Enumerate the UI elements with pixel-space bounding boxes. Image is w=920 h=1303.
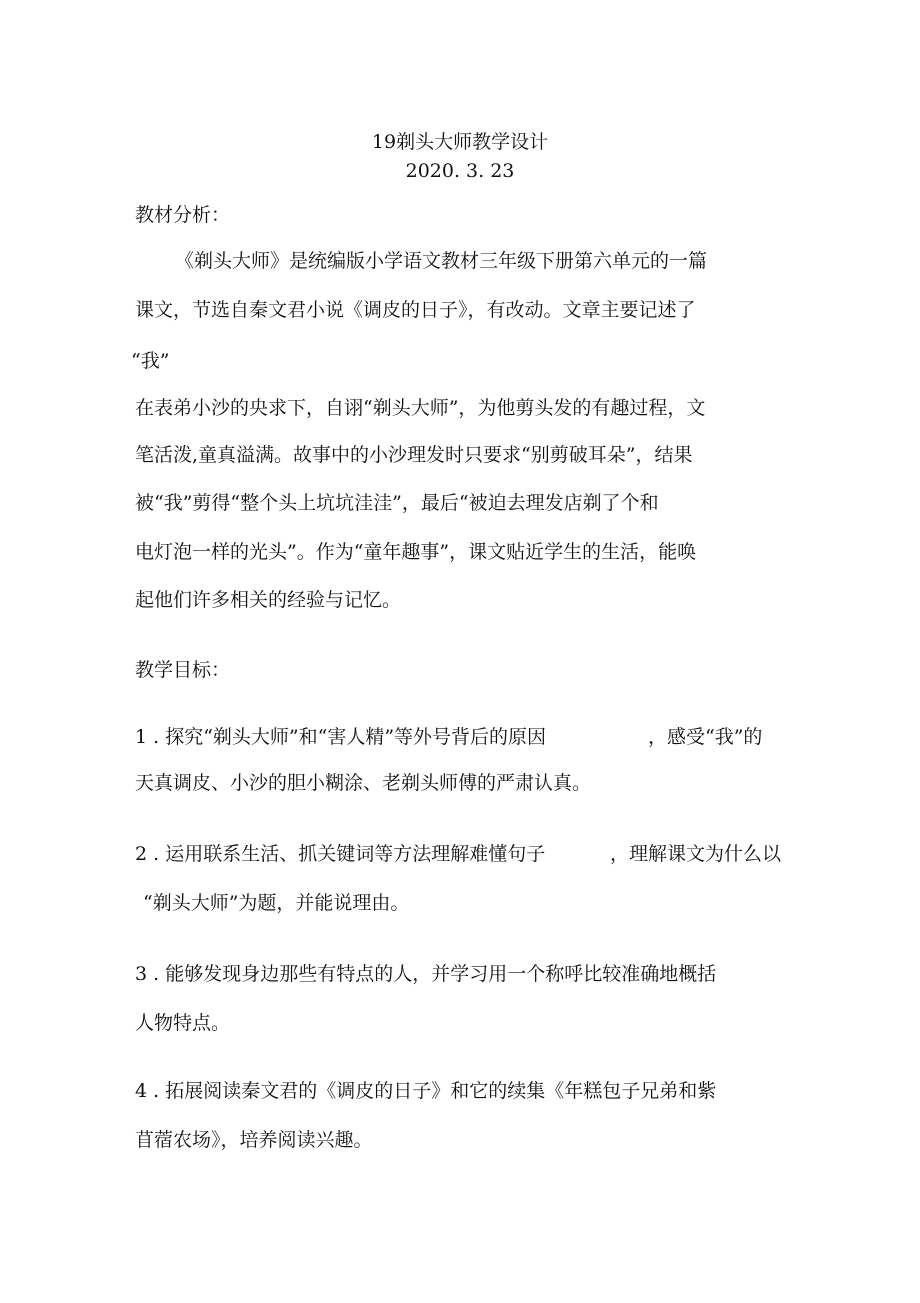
analysis-line: “我” — [131, 350, 170, 372]
goal-line: 天真调皮、小沙的胆小糊涂、老剃头师傅的严肃认真。 — [135, 772, 592, 794]
analysis-line: 在表弟小沙的央求下，自诩“剃头大师”，为他剪头发的有趣过程，文 — [135, 397, 706, 419]
goal-line: 2 . 运用联系生活、抓关键词等方法理解难懂句子 — [135, 843, 546, 865]
goal-line: 3 . 能够发现身边那些有特点的人，并学习用一个称呼比较准确地概括 — [135, 963, 717, 985]
goals-heading: 教学目标： — [135, 659, 231, 681]
analysis-line: 被“我”剪得“整个头上坑坑洼洼”，最后“被迫去理发店剃了个和 — [135, 492, 659, 514]
goal-line: 1 . 探究“剃头大师”和“害人精”等外号背后的原因 — [135, 726, 547, 748]
goal-line: 4 . 拓展阅读秦文君的《调皮的日子》和它的续集《年糕包子兄弟和紫 — [135, 1080, 717, 1102]
analysis-heading: 教材分析： — [135, 204, 231, 226]
goal-line: 人物特点。 — [135, 1012, 231, 1034]
goal-line: ，理解课文为什么以 — [610, 843, 782, 865]
document-date: 2020. 3. 23 — [405, 160, 515, 182]
goal-line: ，感受“我”的 — [648, 726, 763, 748]
goal-line: 苜蓿农场》，培养阅读兴趣。 — [135, 1129, 373, 1151]
analysis-line: 起他们许多相关的经验与记忆。 — [135, 589, 402, 611]
analysis-line: 电灯泡一样的光头”。作为“童年趣事”，课文贴近学生的生活，能唤 — [135, 541, 697, 563]
analysis-line: 《剃头大师》是统编版小学语文教材三年级下册第六单元的一篇 — [175, 250, 708, 272]
goal-line: “剃头大师”为题，并能说理由。 — [143, 892, 410, 914]
analysis-line: 笔活泼,童真溢满。故事中的小沙理发时只要求“别剪破耳朵”，结果 — [135, 444, 693, 466]
analysis-line: 课文，节选自秦文君小说《调皮的日子》，有改动。文章主要记述了 — [135, 299, 696, 321]
document-title: 19剃头大师教学设计 — [371, 131, 549, 153]
